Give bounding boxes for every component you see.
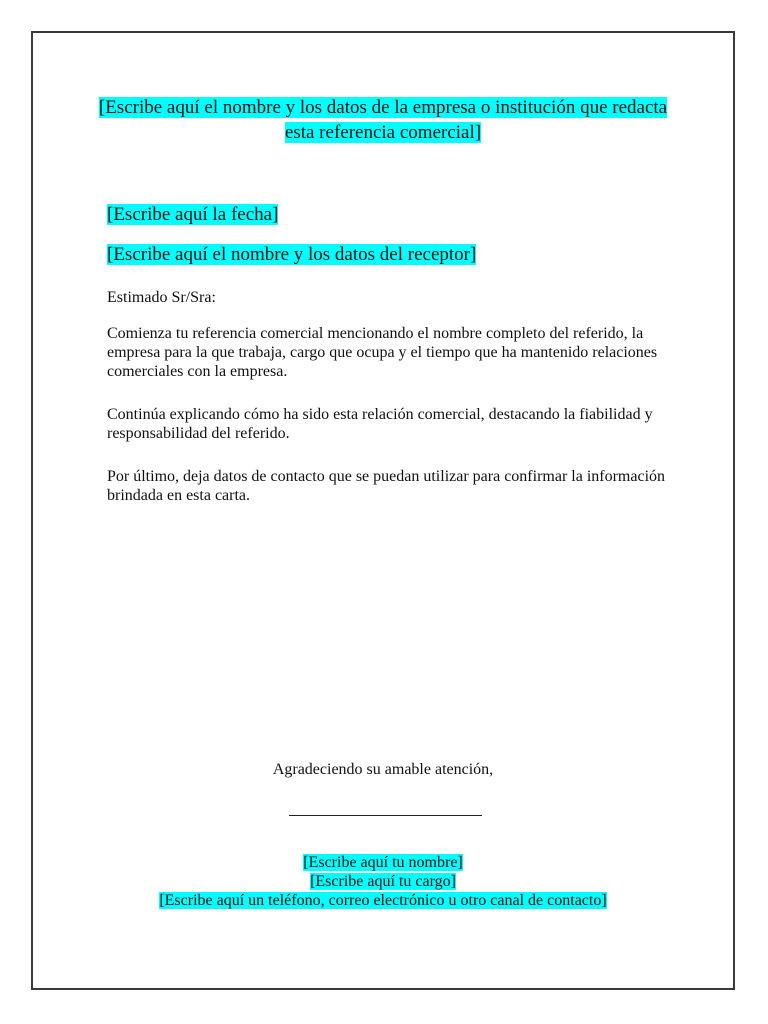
receiver-placeholder[interactable]: [Escribe aquí el nombre y los datos del receptor] [107, 244, 477, 265]
document-page [31, 31, 735, 990]
body-paragraph-3: Por último, deja datos de contacto que se puedan utilizar para confirmar la información brindada en esta carta. [107, 468, 666, 504]
salutation: Estimado Sr/Sra: [107, 289, 216, 306]
signature-block [33, 853, 733, 910]
receiver-line [107, 243, 476, 267]
body-paragraph-1: Comienza tu referencia comercial mencionando el nombre completo del referido, la empresa para la que trabaja, cargo que ocupa y el tiempo que ha mantenido relaciones comerciales con la empresa. [107, 325, 658, 380]
signer-contact-placeholder[interactable]: [Escribe aquí un teléfono, correo electrónico u otro canal de contacto] [159, 892, 607, 909]
signature-line [289, 815, 482, 816]
signer-position-placeholder[interactable]: [Escribe aquí tu cargo] [310, 873, 456, 890]
signer-name-placeholder[interactable]: [Escribe aquí tu nombre] [303, 854, 463, 871]
body-paragraph-2: Continúa explicando cómo ha sido esta relación comercial, destacando la fiabilidad y responsabilidad del referido. [107, 406, 653, 442]
closing-phrase: Agradeciendo su amable atención, [272, 761, 494, 778]
company-placeholder[interactable]: [Escribe aquí el nombre y los datos de la empresa o institución que redacta esta referencia comercial] [98, 97, 668, 143]
company-header [93, 95, 673, 145]
date-line [107, 203, 278, 227]
date-placeholder[interactable]: [Escribe aquí la fecha] [107, 204, 279, 225]
